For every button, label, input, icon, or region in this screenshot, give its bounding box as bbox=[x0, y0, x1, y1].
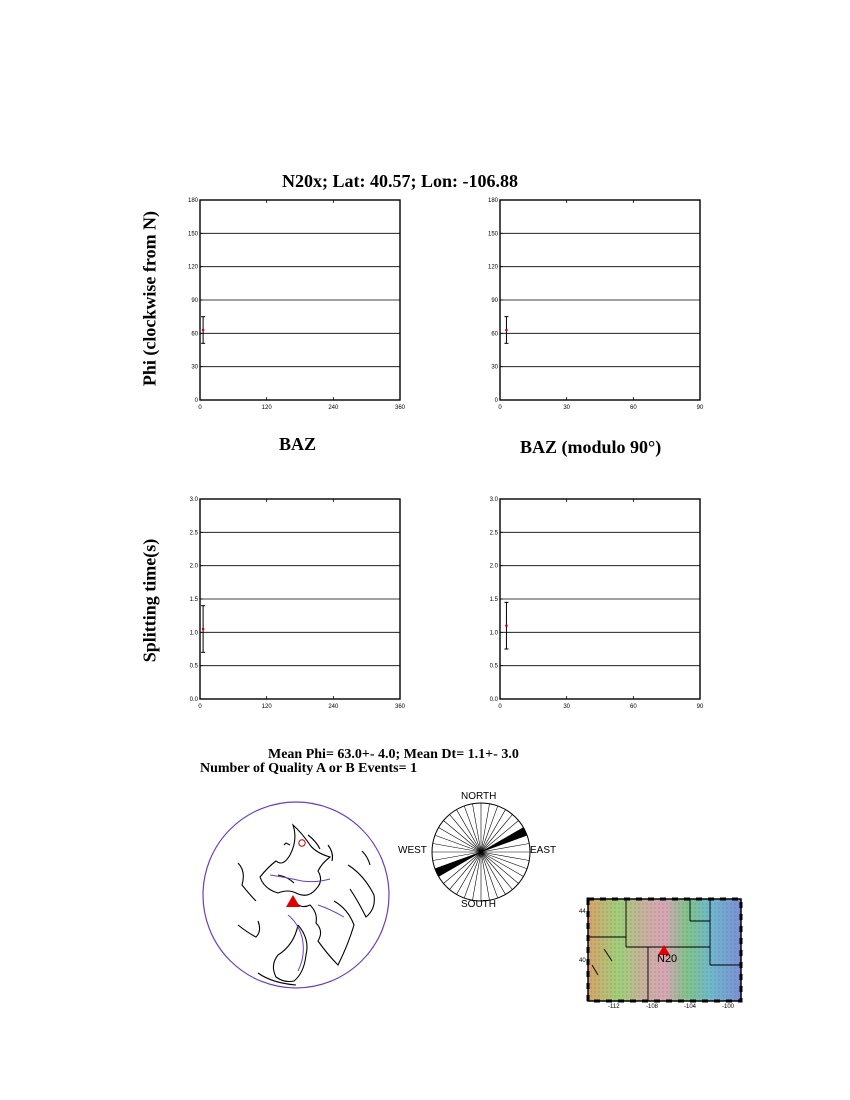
lon-tick-108: -108 bbox=[646, 1004, 659, 1010]
globe-map bbox=[198, 805, 394, 990]
lat-tick-40: 40 bbox=[579, 958, 586, 964]
y-tick-label: 60 bbox=[191, 331, 198, 338]
x-tick-label: 0 bbox=[498, 704, 502, 710]
baz-mod-label: BAZ (modulo 90°) bbox=[520, 437, 662, 457]
y-tick-label: 0.0 bbox=[489, 697, 498, 703]
dt-baz-chart bbox=[180, 491, 420, 710]
y-tick-label: 2.0 bbox=[189, 563, 198, 570]
lon-tick-104: -104 bbox=[684, 1004, 697, 1010]
rose-north-label: NORTH bbox=[461, 791, 497, 802]
x-tick-label: 90 bbox=[696, 704, 704, 710]
y-tick-label: 0.0 bbox=[189, 697, 198, 703]
x-tick-label: 120 bbox=[261, 405, 272, 411]
y-tick-label: 1.5 bbox=[189, 597, 198, 603]
y-tick-label: 0.5 bbox=[189, 663, 198, 670]
data-point bbox=[202, 628, 205, 631]
rose-west-label: WEST bbox=[398, 845, 427, 856]
baz-label: BAZ bbox=[279, 434, 317, 454]
lon-tick-112: -112 bbox=[608, 1004, 620, 1010]
x-tick-label: 90 bbox=[696, 405, 704, 411]
x-tick-label: 30 bbox=[563, 704, 571, 710]
page-title: N20x; Lat: 40.57; Lon: -106.88 bbox=[282, 171, 518, 191]
y-tick-label: 2.5 bbox=[489, 530, 498, 537]
y-tick-label: 60 bbox=[491, 331, 498, 338]
y-tick-label: 150 bbox=[187, 231, 198, 238]
x-tick-label: 0 bbox=[498, 405, 502, 411]
y-tick-label: 0 bbox=[194, 398, 198, 404]
y-tick-label: 3.0 bbox=[189, 497, 198, 503]
phi-baz-mod90-chart bbox=[480, 192, 720, 411]
y-tick-label: 1.0 bbox=[189, 630, 198, 637]
y-tick-label: 2.0 bbox=[489, 563, 498, 570]
y-tick-label: 120 bbox=[487, 264, 498, 271]
x-tick-label: 240 bbox=[328, 704, 339, 710]
rose-diagram bbox=[429, 800, 533, 904]
rose-south-label: SOUTH bbox=[461, 899, 496, 910]
y-tick-label: 30 bbox=[191, 364, 198, 371]
x-tick-label: 360 bbox=[394, 704, 406, 710]
data-point bbox=[505, 329, 508, 332]
y-tick-label: 180 bbox=[487, 198, 498, 204]
event-count: Number of Quality A or B Events= 1 bbox=[200, 761, 418, 776]
dt-baz-mod90-chart bbox=[480, 491, 720, 710]
y-tick-label: 180 bbox=[187, 198, 198, 204]
x-tick-label: 30 bbox=[563, 405, 571, 411]
station-triangle-icon bbox=[286, 895, 300, 907]
plate-boundaries bbox=[270, 875, 344, 971]
y-tick-label: 0 bbox=[494, 398, 498, 404]
y-tick-label: 1.0 bbox=[489, 630, 498, 637]
lat-tick-44: 44 bbox=[579, 909, 586, 915]
station-relief-map bbox=[578, 895, 748, 1015]
y-tick-label: 30 bbox=[491, 364, 498, 371]
x-tick-label: 60 bbox=[629, 704, 637, 710]
data-point bbox=[202, 329, 205, 332]
x-tick-label: 0 bbox=[198, 405, 202, 411]
y-tick-label: 3.0 bbox=[489, 497, 498, 503]
x-tick-label: 240 bbox=[328, 405, 339, 411]
y-tick-label: 90 bbox=[491, 298, 498, 304]
data-point bbox=[505, 624, 508, 627]
station-label: N20 bbox=[657, 953, 678, 965]
y-tick-label: 1.5 bbox=[489, 597, 498, 603]
rose-east-label: EAST bbox=[530, 845, 557, 856]
y-tick-label: 0.5 bbox=[489, 663, 498, 670]
y-tick-label: 90 bbox=[191, 298, 198, 304]
dt-axis-label: Splitting time(s) bbox=[139, 538, 160, 663]
phi-axis-label: Phi (clockwise from N) bbox=[139, 210, 160, 387]
continent-outlines bbox=[238, 825, 374, 985]
lon-tick-100: -100 bbox=[722, 1004, 735, 1010]
globe-outline bbox=[203, 802, 389, 988]
mean-stats: Mean Phi= 63.0+- 4.0; Mean Dt= 1.1+- 3.0 bbox=[268, 747, 519, 762]
y-tick-label: 150 bbox=[487, 231, 498, 238]
phi-baz-chart bbox=[180, 192, 420, 411]
x-tick-label: 360 bbox=[394, 405, 406, 411]
event-marker bbox=[299, 840, 305, 846]
y-tick-label: 2.5 bbox=[189, 530, 198, 537]
y-tick-label: 120 bbox=[187, 264, 198, 271]
x-tick-label: 0 bbox=[198, 704, 202, 710]
x-tick-label: 60 bbox=[629, 405, 637, 411]
x-tick-label: 120 bbox=[261, 704, 272, 710]
